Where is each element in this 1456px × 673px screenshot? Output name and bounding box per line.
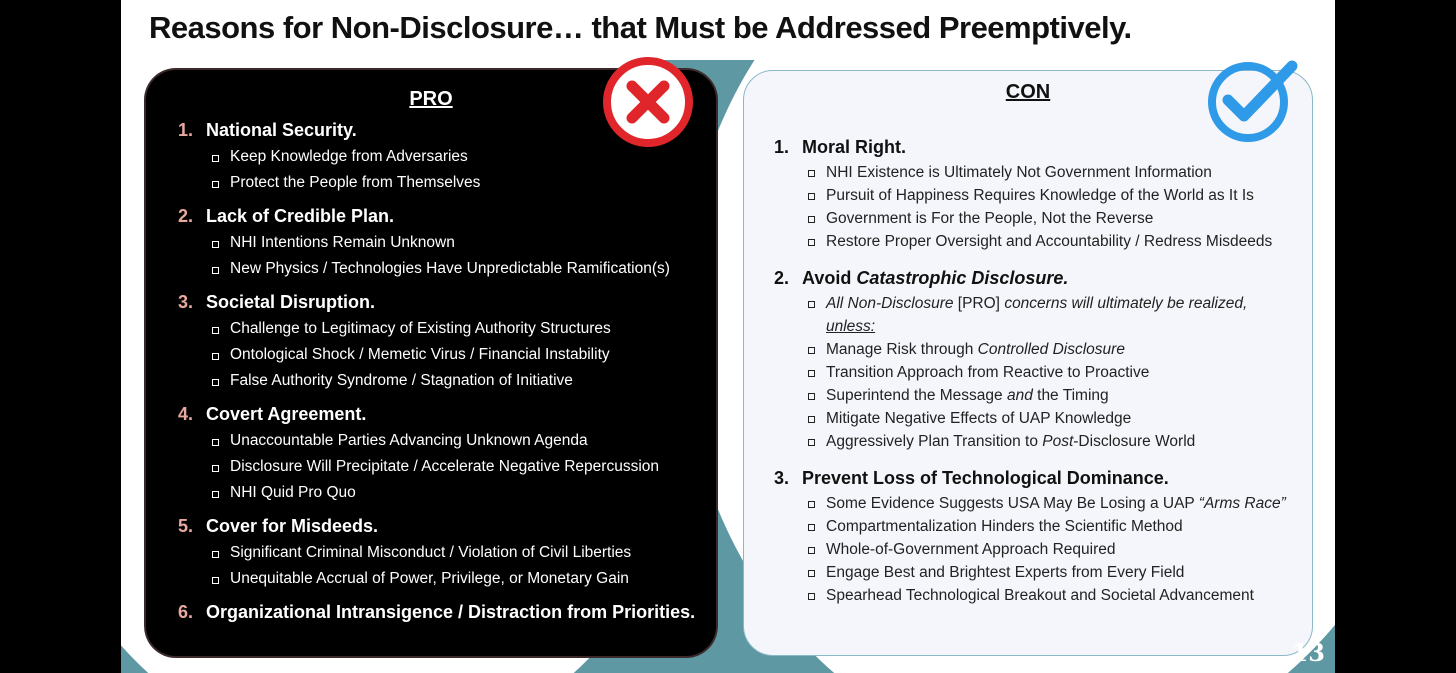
item-number: 2. (774, 268, 790, 288)
sub-bullet: Government is For the People, Not the Reverse (744, 207, 1312, 230)
sub-bullet: NHI Quid Pro Quo (146, 480, 716, 506)
sub-bullet: Transition Approach from Reactive to Proactive (744, 361, 1312, 384)
con-panel (743, 70, 1313, 656)
item-title: Cover for Misdeeds. (206, 516, 379, 536)
sub-bullet: Unaccountable Parties Advancing Unknown Agenda (146, 428, 716, 454)
sub-bullet: All Non-Disclosure [PRO] concerns will ultimately be realized, unless: (744, 292, 1312, 338)
pro-item (146, 290, 716, 394)
sub-bullet: New Physics / Technologies Have Unpredictable Ramification(s) (146, 256, 716, 282)
item-number: 1. (178, 120, 194, 140)
pro-item (146, 514, 716, 592)
con-heading: CON (1005, 81, 1051, 103)
item-title: National Security. (206, 120, 357, 140)
item-title: Avoid Catastrophic Disclosure. (802, 268, 1069, 288)
item-number: 3. (774, 468, 790, 488)
con-item (744, 135, 1312, 253)
sub-bullet: Superintend the Message and the Timing (744, 384, 1312, 407)
pro-item (146, 600, 716, 624)
sub-bullet: Pursuit of Happiness Requires Knowledge of the World as It Is (744, 184, 1312, 207)
sub-bullet: Significant Criminal Misconduct / Violation of Civil Liberties (146, 540, 716, 566)
item-number: 3. (178, 292, 194, 312)
item-number: 1. (774, 137, 790, 157)
item-title: Societal Disruption. (206, 292, 376, 312)
pro-panel (146, 70, 716, 656)
pro-list (146, 118, 716, 632)
item-title: Organizational Intransigence / Distraction from Priorities. (206, 602, 696, 622)
sub-bullet: Mitigate Negative Effects of UAP Knowledge (744, 407, 1312, 430)
sub-bullet: NHI Existence is Ultimately Not Government Information (744, 161, 1312, 184)
item-number: 6. (178, 602, 194, 622)
page-number: 13 (1291, 638, 1325, 667)
sub-bullet: Aggressively Plan Transition to Post-Disclosure World (744, 430, 1312, 453)
sub-bullet: Compartmentalization Hinders the Scientific Method (744, 515, 1312, 538)
sub-bullet: NHI Intentions Remain Unknown (146, 230, 716, 256)
sub-bullet: Engage Best and Brightest Experts from Every Field (744, 561, 1312, 584)
pro-item (146, 204, 716, 282)
sub-bullet: Some Evidence Suggests USA May Be Losing a UAP “Arms Race” (744, 492, 1312, 515)
con-list (744, 135, 1312, 620)
slide (121, 0, 1335, 673)
checkmark-circle-icon (1204, 56, 1300, 146)
sub-bullet: Disclosure Will Precipitate / Accelerate Negative Repercussion (146, 454, 716, 480)
sub-bullet: Protect the People from Themselves (146, 170, 716, 196)
sub-bullet: Ontological Shock / Memetic Virus / Financial Instability (146, 342, 716, 368)
sub-bullet: Keep Knowledge from Adversaries (146, 144, 716, 170)
x-circle-icon (602, 56, 694, 148)
con-item (744, 466, 1312, 607)
sub-bullet: False Authority Syndrome / Stagnation of Initiative (146, 368, 716, 394)
sub-bullet: Whole-of-Government Approach Required (744, 538, 1312, 561)
item-title: Moral Right. (802, 137, 906, 157)
sub-bullet: Manage Risk through Controlled Disclosure (744, 338, 1312, 361)
con-item (744, 266, 1312, 453)
pro-item (146, 402, 716, 506)
item-title: Covert Agreement. (206, 404, 367, 424)
sub-bullet: Spearhead Technological Breakout and Societal Advancement (744, 584, 1312, 607)
slide-title: Reasons for Non-Disclosure… that Must be Addressed Preemptively. (149, 10, 1132, 45)
sub-bullet: Restore Proper Oversight and Accountability / Redress Misdeeds (744, 230, 1312, 253)
item-title: Prevent Loss of Technological Dominance. (802, 468, 1169, 488)
item-title: Lack of Credible Plan. (206, 206, 395, 226)
sub-bullet: Unequitable Accrual of Power, Privilege, or Monetary Gain (146, 566, 716, 592)
pro-heading: PRO (409, 88, 453, 110)
item-number: 4. (178, 404, 194, 424)
item-number: 5. (178, 516, 194, 536)
item-number: 2. (178, 206, 194, 226)
sub-bullet: Challenge to Legitimacy of Existing Authority Structures (146, 316, 716, 342)
